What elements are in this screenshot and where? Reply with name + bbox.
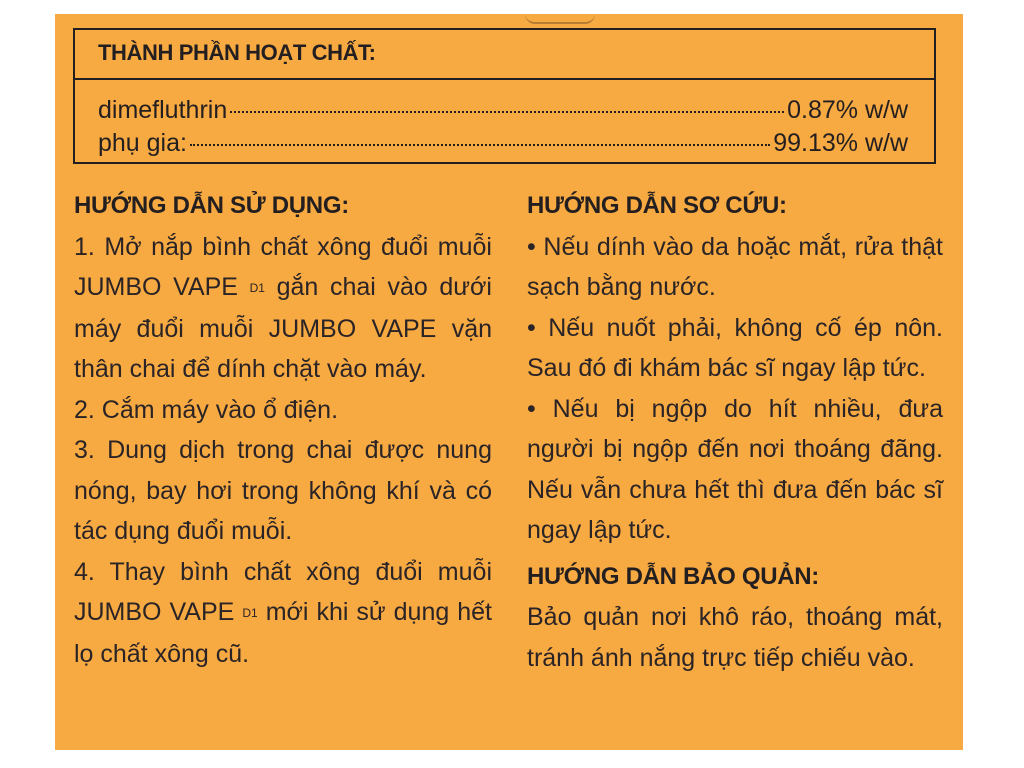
ingredient-value: 99.13% w/w bbox=[773, 129, 908, 157]
ingredient-row bbox=[98, 96, 908, 130]
usage-section bbox=[74, 186, 492, 674]
ingredient-value: 0.87% w/w bbox=[787, 96, 908, 124]
ingredient-name: dimefluthrin bbox=[98, 96, 228, 124]
ingredient-name: phụ gia: bbox=[98, 129, 187, 157]
first-aid-item: • Nếu dính vào da hoặc mắt, rửa thật sạch bằng nước. bbox=[527, 232, 943, 301]
ingredients-divider bbox=[75, 78, 934, 80]
ingredients-title: THÀNH PHẦN HOẠT CHẤT: bbox=[98, 40, 376, 65]
ingredient-row bbox=[98, 129, 908, 163]
dot-leader bbox=[230, 111, 784, 113]
top-edge-mark bbox=[525, 14, 595, 24]
usage-step-1 bbox=[74, 227, 492, 390]
first-aid-section bbox=[527, 186, 943, 678]
usage-step-2: 2. Cắm máy vào ổ điện. bbox=[74, 395, 339, 424]
usage-step-3: 3. Dung dịch trong chai được nung nóng, bay hơi trong không khí và có tác dụng đuổi muỗi. bbox=[74, 436, 492, 545]
usage-step-4-text-b: mới khi sử dụng hết lọ chất xông cũ. bbox=[74, 598, 492, 668]
label-panel bbox=[55, 14, 963, 750]
first-aid-heading: HƯỚNG DẪN SƠ CỨU: bbox=[527, 192, 787, 219]
usage-step-4 bbox=[74, 552, 492, 675]
usage-heading: HƯỚNG DẪN SỬ DỤNG: bbox=[74, 192, 349, 219]
first-aid-item: • Nếu bị ngộp do hít nhiều, đưa người bị ngộp đến nơi thoáng đãng. Nếu vẫn chưa hết thì đưa đến bác sĩ ngay lập tức. bbox=[527, 394, 943, 544]
model-subscript: D1 bbox=[242, 606, 258, 620]
active-ingredients-box bbox=[73, 28, 936, 164]
model-subscript: D1 bbox=[249, 281, 265, 295]
usage-step-1-text-a: 1. Mở nắp bình chất xông đuổi muỗi JUMBO VAPE bbox=[74, 232, 492, 301]
dot-leader bbox=[190, 144, 770, 146]
storage-heading: HƯỚNG DẪN BẢO QUẢN: bbox=[527, 562, 820, 590]
usage-step-4-text-a: 4. Thay bình chất xông đuổi muỗi JUMBO VAPE bbox=[74, 557, 492, 626]
storage-text: Bảo quản nơi khô ráo, thoáng mát, tránh ánh nắng trực tiếp chiếu vào. bbox=[527, 603, 943, 672]
usage-step-1-text-b: gắn chai vào dưới máy đuổi muỗi JUMBO VAPE vặn thân chai để dính chặt vào máy. bbox=[74, 273, 492, 383]
first-aid-item: • Nếu nuốt phải, không cố ép nôn. Sau đó đi khám bác sĩ ngay lập tức. bbox=[527, 313, 943, 382]
